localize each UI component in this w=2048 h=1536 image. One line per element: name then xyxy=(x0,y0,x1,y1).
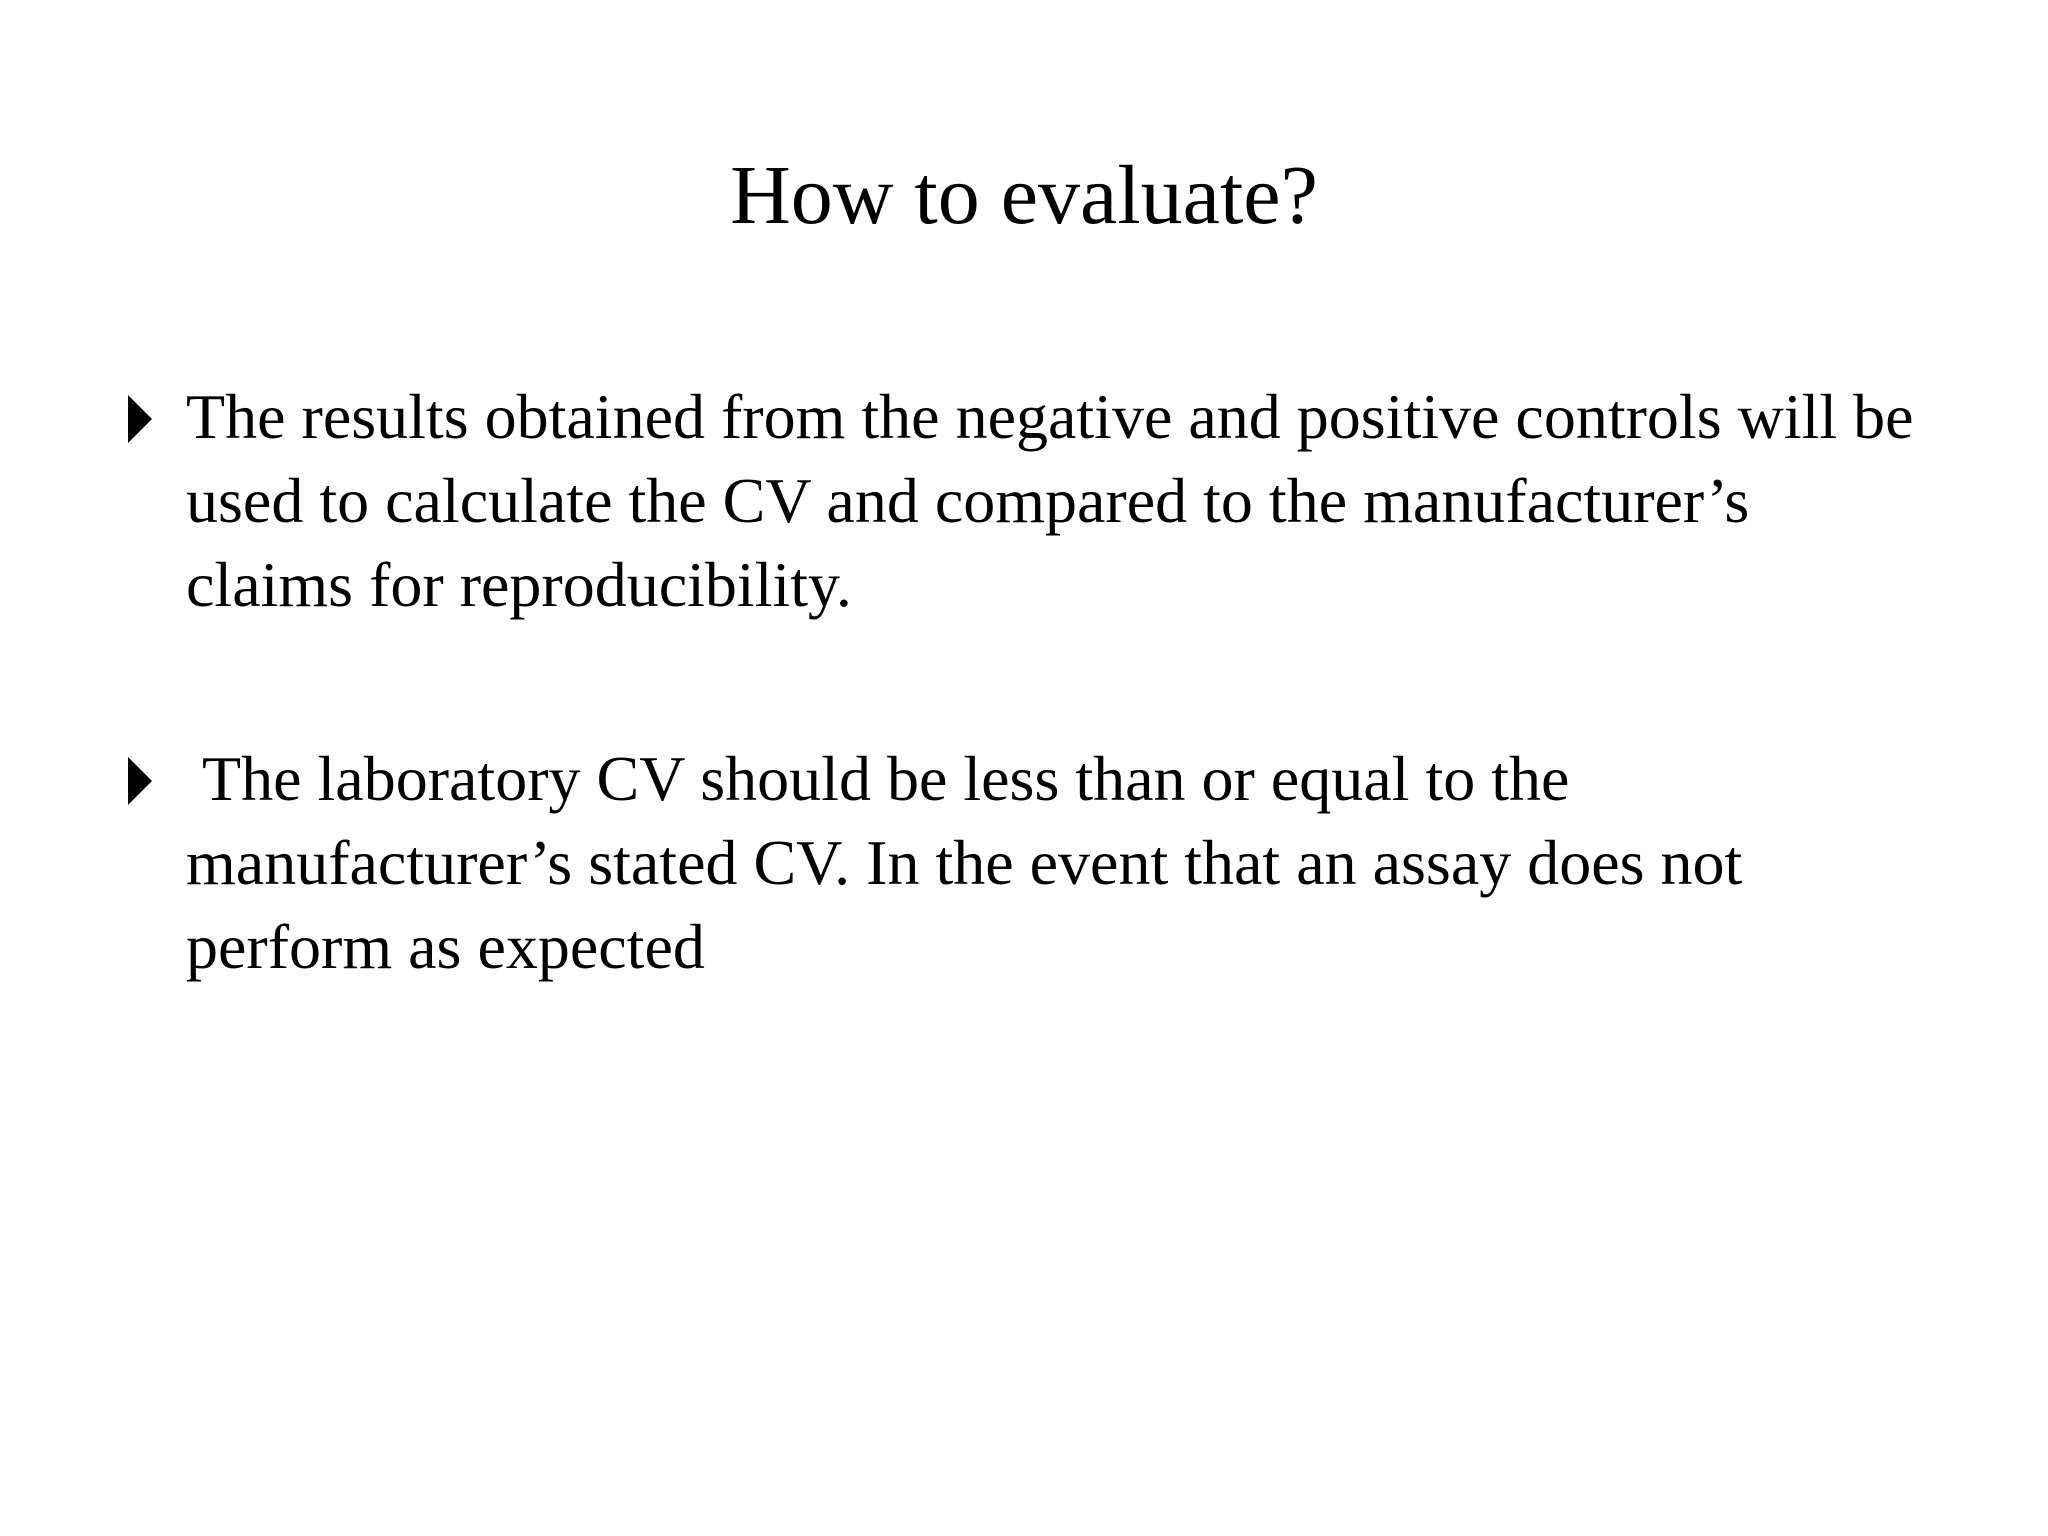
bullet-item-1 xyxy=(120,375,1930,627)
triangle-right-icon xyxy=(128,395,152,443)
bullet-text-1: The results obtained from the negative and positive controls will be used to calculate the CV and compared to the manufacturer’s claims for reproducibility. xyxy=(186,381,1930,620)
bullet-text-2: The laboratory CV should be less than or equal to the manufacturer’s stated CV. In the event that an assay does not perform as expected xyxy=(186,743,1759,982)
triangle-right-icon xyxy=(128,757,152,805)
slide-title: How to evaluate? xyxy=(730,149,1318,242)
bullet-item-2 xyxy=(120,737,1920,989)
bullet-list xyxy=(120,375,1930,989)
